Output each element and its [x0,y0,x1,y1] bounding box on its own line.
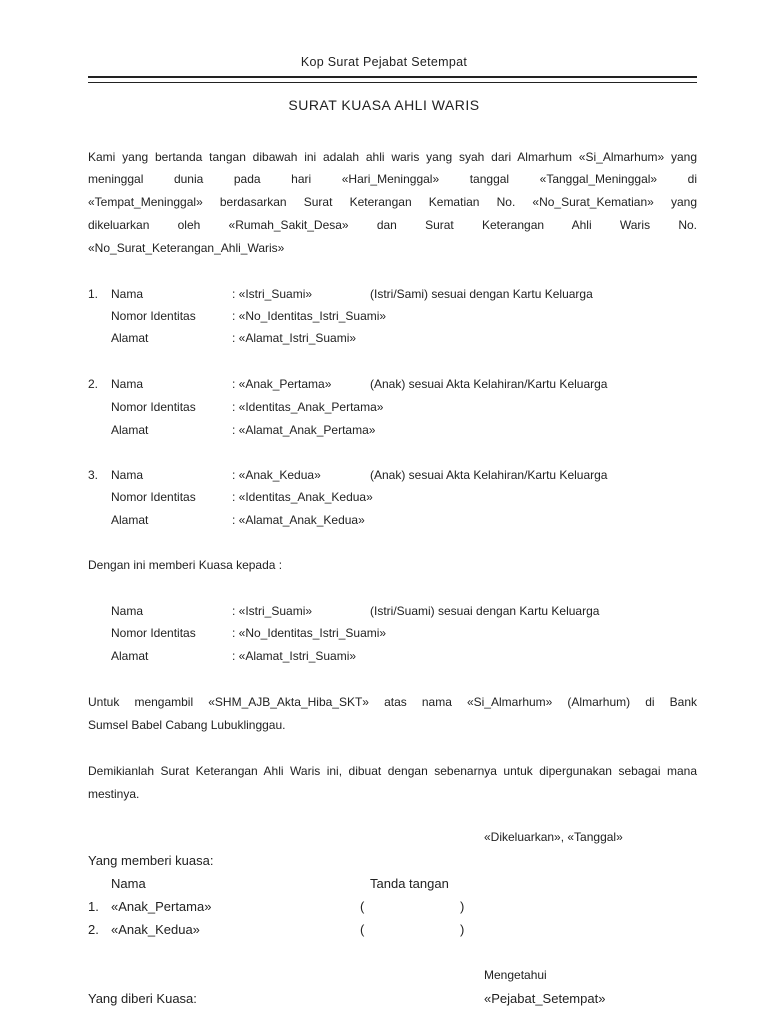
heir-alamat-value: : «Alamat_Istri_Suami» [232,331,357,345]
heir-number: 2. [88,377,99,391]
grantee-alamat-value: : «Alamat_Istri_Suami» [232,649,357,663]
header-rule-thick [88,76,697,78]
label-nomor-identitas: Nomor Identitas [111,490,196,504]
sig-open-paren: ( [360,899,365,914]
header-rule-thin [88,82,697,83]
intro-line-2: meninggal dunia pada hari «Hari_Meninggal» tanggal «Tanggal_Meninggal» di [88,172,697,186]
intro-line-1: Kami yang bertanda tangan dibawah ini adalah ahli waris yang syah dari Almarhum «Si_Almarhum» yang [88,150,697,164]
pejabat-setempat: «Pejabat_Setempat» [484,991,606,1006]
label-nama: Nama [111,604,144,618]
label-alamat: Alamat [111,649,149,663]
label-nama: Nama [111,287,144,301]
col-nama: Nama [111,876,146,891]
label-alamat: Alamat [111,331,149,345]
intro-line-3: «Tempat_Meninggal» berdasarkan Surat Keterangan Kematian No. «No_Surat_Kematian» yang [88,195,697,209]
sig-close-paren: ) [460,899,465,914]
heir-nama-value: : «Istri_Suami» [232,287,313,301]
giver-heading: Yang memberi kuasa: [88,853,214,868]
sig-open-paren: ( [360,922,365,937]
grantee-nama-note: (Istri/Suami) sesuai dengan Kartu Keluarga [370,604,600,618]
heir-nama-value: : «Anak_Pertama» [232,377,332,391]
heir-number: 3. [88,468,99,482]
label-alamat: Alamat [111,423,149,437]
document-title: SURAT KUASA AHLI WARIS [288,97,480,113]
grantee-nama-value: : «Istri_Suami» [232,604,313,618]
heir-nama-note: (Anak) sesuai Akta Kelahiran/Kartu Keluarga [370,468,608,482]
label-alamat: Alamat [111,513,149,527]
label-nomor-identitas: Nomor Identitas [111,309,196,323]
purpose-line-2: Sumsel Babel Cabang Lubuklinggau. [88,718,286,732]
label-nomor-identitas: Nomor Identitas [111,626,196,640]
heir-nama-note: (Istri/Sami) sesuai dengan Kartu Keluarga [370,287,593,301]
place-date: «Dikeluarkan», «Tanggal» [484,830,623,844]
intro-line-4: dikeluarkan oleh «Rumah_Sakit_Desa» dan Surat Keterangan Ahli Waris No. [88,218,697,232]
heir-number: 1. [88,287,99,301]
heir-nama-note: (Anak) sesuai Akta Kelahiran/Kartu Keluarga [370,377,608,391]
sig-name: «Anak_Pertama» [111,899,212,914]
heir-nama-value: : «Anak_Kedua» [232,468,321,482]
intro-line-5: «No_Surat_Keterangan_Ahli_Waris» [88,241,285,255]
sig-name: «Anak_Kedua» [111,922,200,937]
label-nama: Nama [111,468,144,482]
heir-identitas-value: : «Identitas_Anak_Kedua» [232,490,373,504]
sig-number: 2. [88,922,99,937]
label-nama: Nama [111,377,144,391]
sig-close-paren: ) [460,922,465,937]
receiver-heading: Yang diberi Kuasa: [88,991,197,1006]
grantee-identitas-value: : «No_Identitas_Istri_Suami» [232,626,387,640]
letterhead: Kop Surat Pejabat Setempat [300,55,468,69]
heir-identitas-value: : «Identitas_Anak_Pertama» [232,400,384,414]
closing-line-1: Demikianlah Surat Keterangan Ahli Waris ini, dibuat dengan sebenarnya untuk dipergunakan sebagai mana [88,764,697,778]
sig-number: 1. [88,899,99,914]
heir-alamat-value: : «Alamat_Anak_Kedua» [232,513,365,527]
purpose-line-1: Untuk mengambil «SHM_AJB_Akta_Hiba_SKT» atas nama «Si_Almarhum» (Almarhum) di Bank [88,695,697,709]
col-tanda-tangan: Tanda tangan [370,876,449,891]
heir-identitas-value: : «No_Identitas_Istri_Suami» [232,309,387,323]
closing-line-2: mestinya. [88,787,140,801]
heir-alamat-value: : «Alamat_Anak_Pertama» [232,423,376,437]
label-nomor-identitas: Nomor Identitas [111,400,196,414]
mengetahui-label: Mengetahui [484,968,547,982]
grant-intro: Dengan ini memberi Kuasa kepada : [88,558,283,572]
